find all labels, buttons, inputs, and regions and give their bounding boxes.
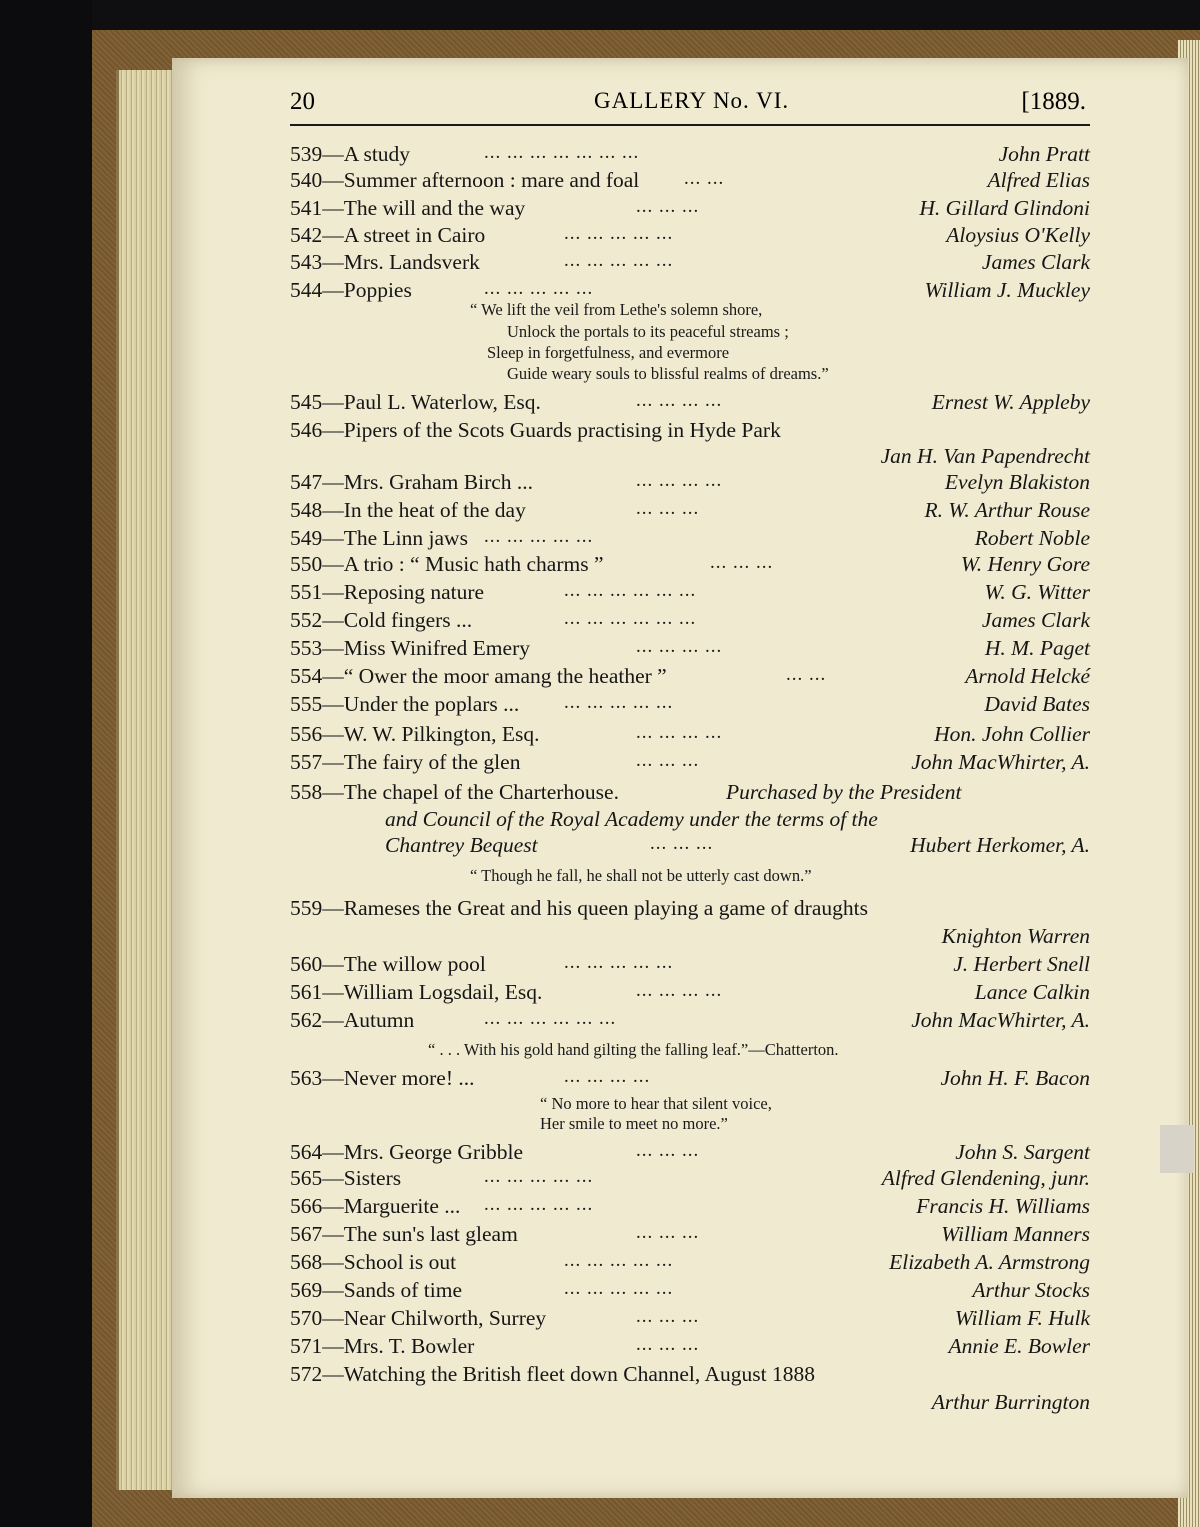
leader-dots: ... ... ... — [636, 1222, 700, 1243]
entry-row — [290, 142, 1090, 170]
page-header — [290, 88, 1086, 128]
entry-title: 565—Sisters — [290, 1166, 402, 1190]
entry-row — [290, 692, 1090, 720]
entry-title: 562—Autumn — [290, 1008, 415, 1032]
entry-artist: James Clark — [981, 250, 1090, 274]
leader-dots: ... ... ... ... — [636, 636, 723, 657]
entry-title: 551—Reposing nature — [290, 580, 485, 604]
leader-dots: ... ... ... — [636, 1334, 700, 1355]
entry-title: 550—A trio : “ Music hath charms ” — [290, 552, 604, 576]
leader-dots: ... ... ... — [636, 498, 700, 519]
leader-dots: ... ... ... ... ... — [564, 250, 674, 271]
entry-artist: Evelyn Blakiston — [944, 470, 1090, 494]
entry-title: 554—“ Ower the moor amang the heather ” — [290, 664, 667, 688]
entry-row — [290, 196, 1090, 224]
quote-544-line4: Guide weary souls to blissful realms of dreams.” — [507, 364, 829, 383]
entry-row — [290, 580, 1090, 608]
leader-dots: ... ... ... ... ... ... — [484, 1008, 617, 1029]
entry-title: 560—The willow pool — [290, 952, 486, 976]
entry-row — [290, 1166, 1090, 1194]
entry-558-purchase-3: Chantrey Bequest ... ... ... Hubert Herkomer, A. — [385, 833, 1090, 857]
leader-dots: ... ... ... — [710, 552, 774, 573]
entry-row — [290, 1140, 1090, 1168]
gallery-title: GALLERY No. VI. — [594, 88, 790, 113]
entry-title: 571—Mrs. T. Bowler — [290, 1334, 475, 1358]
leader-dots: ... ... — [684, 168, 725, 189]
entry-row — [290, 750, 1090, 778]
entry-row — [290, 1306, 1090, 1334]
entry-artist: Elizabeth A. Armstrong — [889, 1250, 1090, 1274]
entry-row — [290, 1066, 1090, 1094]
entry-title: 540—Summer afternoon : mare and foal — [290, 168, 640, 192]
entry-title: 572—Watching the British fleet down Channel, August 1888 — [290, 1362, 815, 1386]
quote-562: “ . . . With his gold hand gilting the falling leaf.”—Chatterton. — [428, 1040, 839, 1059]
leader-dots: ... ... ... ... — [636, 390, 723, 411]
entry-artist: Annie E. Bowler — [948, 1334, 1090, 1358]
entry-row — [290, 636, 1090, 664]
entry-artist: John H. F. Bacon — [940, 1066, 1090, 1090]
entry-row — [290, 1334, 1090, 1362]
entry-title: 566—Marguerite ... — [290, 1194, 461, 1218]
leader-dots: ... ... ... ... ... ... — [564, 580, 697, 601]
entry-artist: H. M. Paget — [984, 636, 1090, 660]
entry-artist: R. W. Arthur Rouse — [924, 498, 1090, 522]
entry-row — [290, 980, 1090, 1008]
entry-row — [290, 390, 1090, 418]
entry-row — [290, 250, 1090, 278]
entry-artist: John Pratt — [998, 142, 1090, 166]
leader-dots: ... ... ... — [636, 1306, 700, 1327]
leader-dots: ... ... ... ... ... — [564, 1250, 674, 1271]
entry-title: 552—Cold fingers ... — [290, 608, 473, 632]
entry-title: 543—Mrs. Landsverk — [290, 250, 480, 274]
entry-title: 559—Rameses the Great and his queen playing a game of draughts — [290, 896, 868, 920]
entry-artist: W. G. Witter — [984, 580, 1090, 604]
leader-dots: ... ... ... ... ... — [484, 526, 594, 547]
quote-558: “ Though he fall, he shall not be utterly cast down.” — [470, 866, 812, 885]
entry-558-artist: Hubert Herkomer, A. — [910, 833, 1090, 857]
scan-background — [0, 0, 92, 1527]
entry-title: 556—W. W. Pilkington, Esq. — [290, 722, 540, 746]
entry-title: 542—A street in Cairo — [290, 223, 486, 247]
entry-row — [290, 1250, 1090, 1278]
leader-dots: ... ... ... ... — [564, 1066, 651, 1087]
quote-544-line3: Sleep in forgetfulness, and evermore — [487, 343, 730, 362]
entry-row — [290, 498, 1090, 526]
entry-row — [290, 664, 1090, 692]
entry-artist: Francis H. Williams — [916, 1194, 1090, 1218]
entry-title: 561—William Logsdail, Esq. — [290, 980, 543, 1004]
entry-title: 558—The chapel of the Charterhouse. — [290, 780, 619, 804]
entry-artist: William F. Hulk — [954, 1306, 1090, 1330]
header-rule — [290, 124, 1090, 126]
entry-artist: William Manners — [941, 1222, 1090, 1246]
leader-dots: ... ... ... ... — [636, 470, 723, 491]
scan-tag — [1160, 1125, 1194, 1173]
entry-artist: Robert Noble — [974, 526, 1090, 550]
entry-row — [290, 1278, 1090, 1306]
entry-title: 549—The Linn jaws — [290, 526, 468, 550]
entry-artist: W. Henry Gore — [960, 552, 1090, 576]
entry-artist: John S. Sargent — [955, 1140, 1090, 1164]
entry-title: 539—A study — [290, 142, 411, 166]
entry-title: 557—The fairy of the glen — [290, 750, 521, 774]
entry-title: 553—Miss Winifred Emery — [290, 636, 530, 660]
entry-row — [290, 1390, 1090, 1418]
entry-row — [290, 952, 1090, 980]
entry-artist: Ernest W. Appleby — [931, 390, 1090, 414]
entry-title: 569—Sands of time — [290, 1278, 462, 1302]
entry-558-purchase-2: and Council of the Royal Academy under the terms of the — [385, 807, 878, 831]
entry-title: 570—Near Chilworth, Surrey — [290, 1306, 547, 1330]
entry-title: 564—Mrs. George Gribble — [290, 1140, 524, 1164]
leader-dots: ... ... ... ... — [636, 980, 723, 1001]
entry-558-purchase-1: Purchased by the President — [726, 780, 962, 804]
entry-row — [290, 223, 1090, 251]
entry-title: 567—The sun's last gleam — [290, 1222, 518, 1246]
leader-dots: ... ... ... ... ... — [564, 1278, 674, 1299]
entry-title: 541—The will and the way — [290, 196, 526, 220]
leader-dots: ... ... ... ... ... ... ... — [484, 142, 640, 163]
entry-title: 547—Mrs. Graham Birch ... — [290, 470, 534, 494]
entry-artist: Alfred Glendening, junr. — [881, 1166, 1090, 1190]
entry-row — [290, 470, 1090, 498]
leader-dots: ... ... ... ... ... — [564, 223, 674, 244]
entry-row — [290, 526, 1090, 554]
entry-artist: Arthur Stocks — [972, 1278, 1090, 1302]
entry-artist: Lance Calkin — [974, 980, 1090, 1004]
entry-artist: Aloysius O'Kelly — [946, 223, 1090, 247]
leader-dots: ... ... ... ... — [636, 722, 723, 743]
entry-row — [290, 1194, 1090, 1222]
entry-row — [290, 444, 1090, 472]
entry-title: 545—Paul L. Waterlow, Esq. — [290, 390, 541, 414]
leader-dots: ... ... ... ... ... ... — [564, 608, 697, 629]
year: [1889. — [1021, 88, 1086, 115]
entry-row — [290, 1222, 1090, 1250]
quote-563-line1: “ No more to hear that silent voice, — [540, 1094, 772, 1113]
entry-artist: David Bates — [984, 692, 1090, 716]
leader-dots: ... ... ... — [636, 196, 700, 217]
leader-dots: ... ... ... ... ... — [484, 1194, 594, 1215]
entry-artist: Knighton Warren — [941, 924, 1090, 948]
entry-artist: J. Herbert Snell — [953, 952, 1090, 976]
leader-dots: ... ... ... ... ... — [564, 692, 674, 713]
entry-artist: Arnold Helcké — [965, 664, 1090, 688]
entry-title: 546—Pipers of the Scots Guards practising in Hyde Park — [290, 418, 781, 442]
entry-artist: Arthur Burrington — [931, 1390, 1090, 1414]
quote-544-line2: Unlock the portals to its peaceful streams ; — [507, 322, 789, 341]
entry-title: 563—Never more! ... — [290, 1066, 475, 1090]
entry-artist: Hon. John Collier — [934, 722, 1090, 746]
leader-dots: ... ... ... ... ... — [564, 952, 674, 973]
entry-artist: John MacWhirter, A. — [911, 1008, 1090, 1032]
entry-row — [290, 608, 1090, 636]
entry-row — [290, 1362, 1090, 1390]
entry-artist: William J. Muckley — [924, 278, 1090, 302]
entry-title: 555—Under the poplars ... — [290, 692, 520, 716]
entry-artist: Alfred Elias — [987, 168, 1090, 192]
quote-563-line2: Her smile to meet no more.” — [540, 1114, 728, 1133]
entry-row — [290, 552, 1090, 580]
entry-row — [290, 896, 1090, 924]
entry-artist: H. Gillard Glindoni — [919, 196, 1090, 220]
entry-artist: James Clark — [981, 608, 1090, 632]
entry-artist: Jan H. Van Papendrecht — [880, 444, 1090, 468]
leader-dots: ... ... — [786, 664, 827, 685]
leader-dots: ... ... ... — [636, 1140, 700, 1161]
entry-title: 544—Poppies — [290, 278, 412, 302]
entry-title: 568—School is out — [290, 1250, 457, 1274]
leader-dots: ... ... ... — [636, 750, 700, 771]
entry-row — [290, 722, 1090, 750]
entry-row — [290, 168, 1090, 196]
entry-title: 548—In the heat of the day — [290, 498, 526, 522]
leader-dots: ... ... ... ... ... — [484, 278, 594, 299]
page-number: 20 — [290, 88, 315, 115]
entry-artist: John MacWhirter, A. — [911, 750, 1090, 774]
leader-dots: ... ... ... ... ... — [484, 1166, 594, 1187]
entry-row — [290, 924, 1090, 952]
entry-row — [290, 418, 1090, 446]
quote-544-line1: “ We lift the veil from Lethe's solemn shore, — [470, 300, 763, 319]
entry-row — [290, 1008, 1090, 1036]
